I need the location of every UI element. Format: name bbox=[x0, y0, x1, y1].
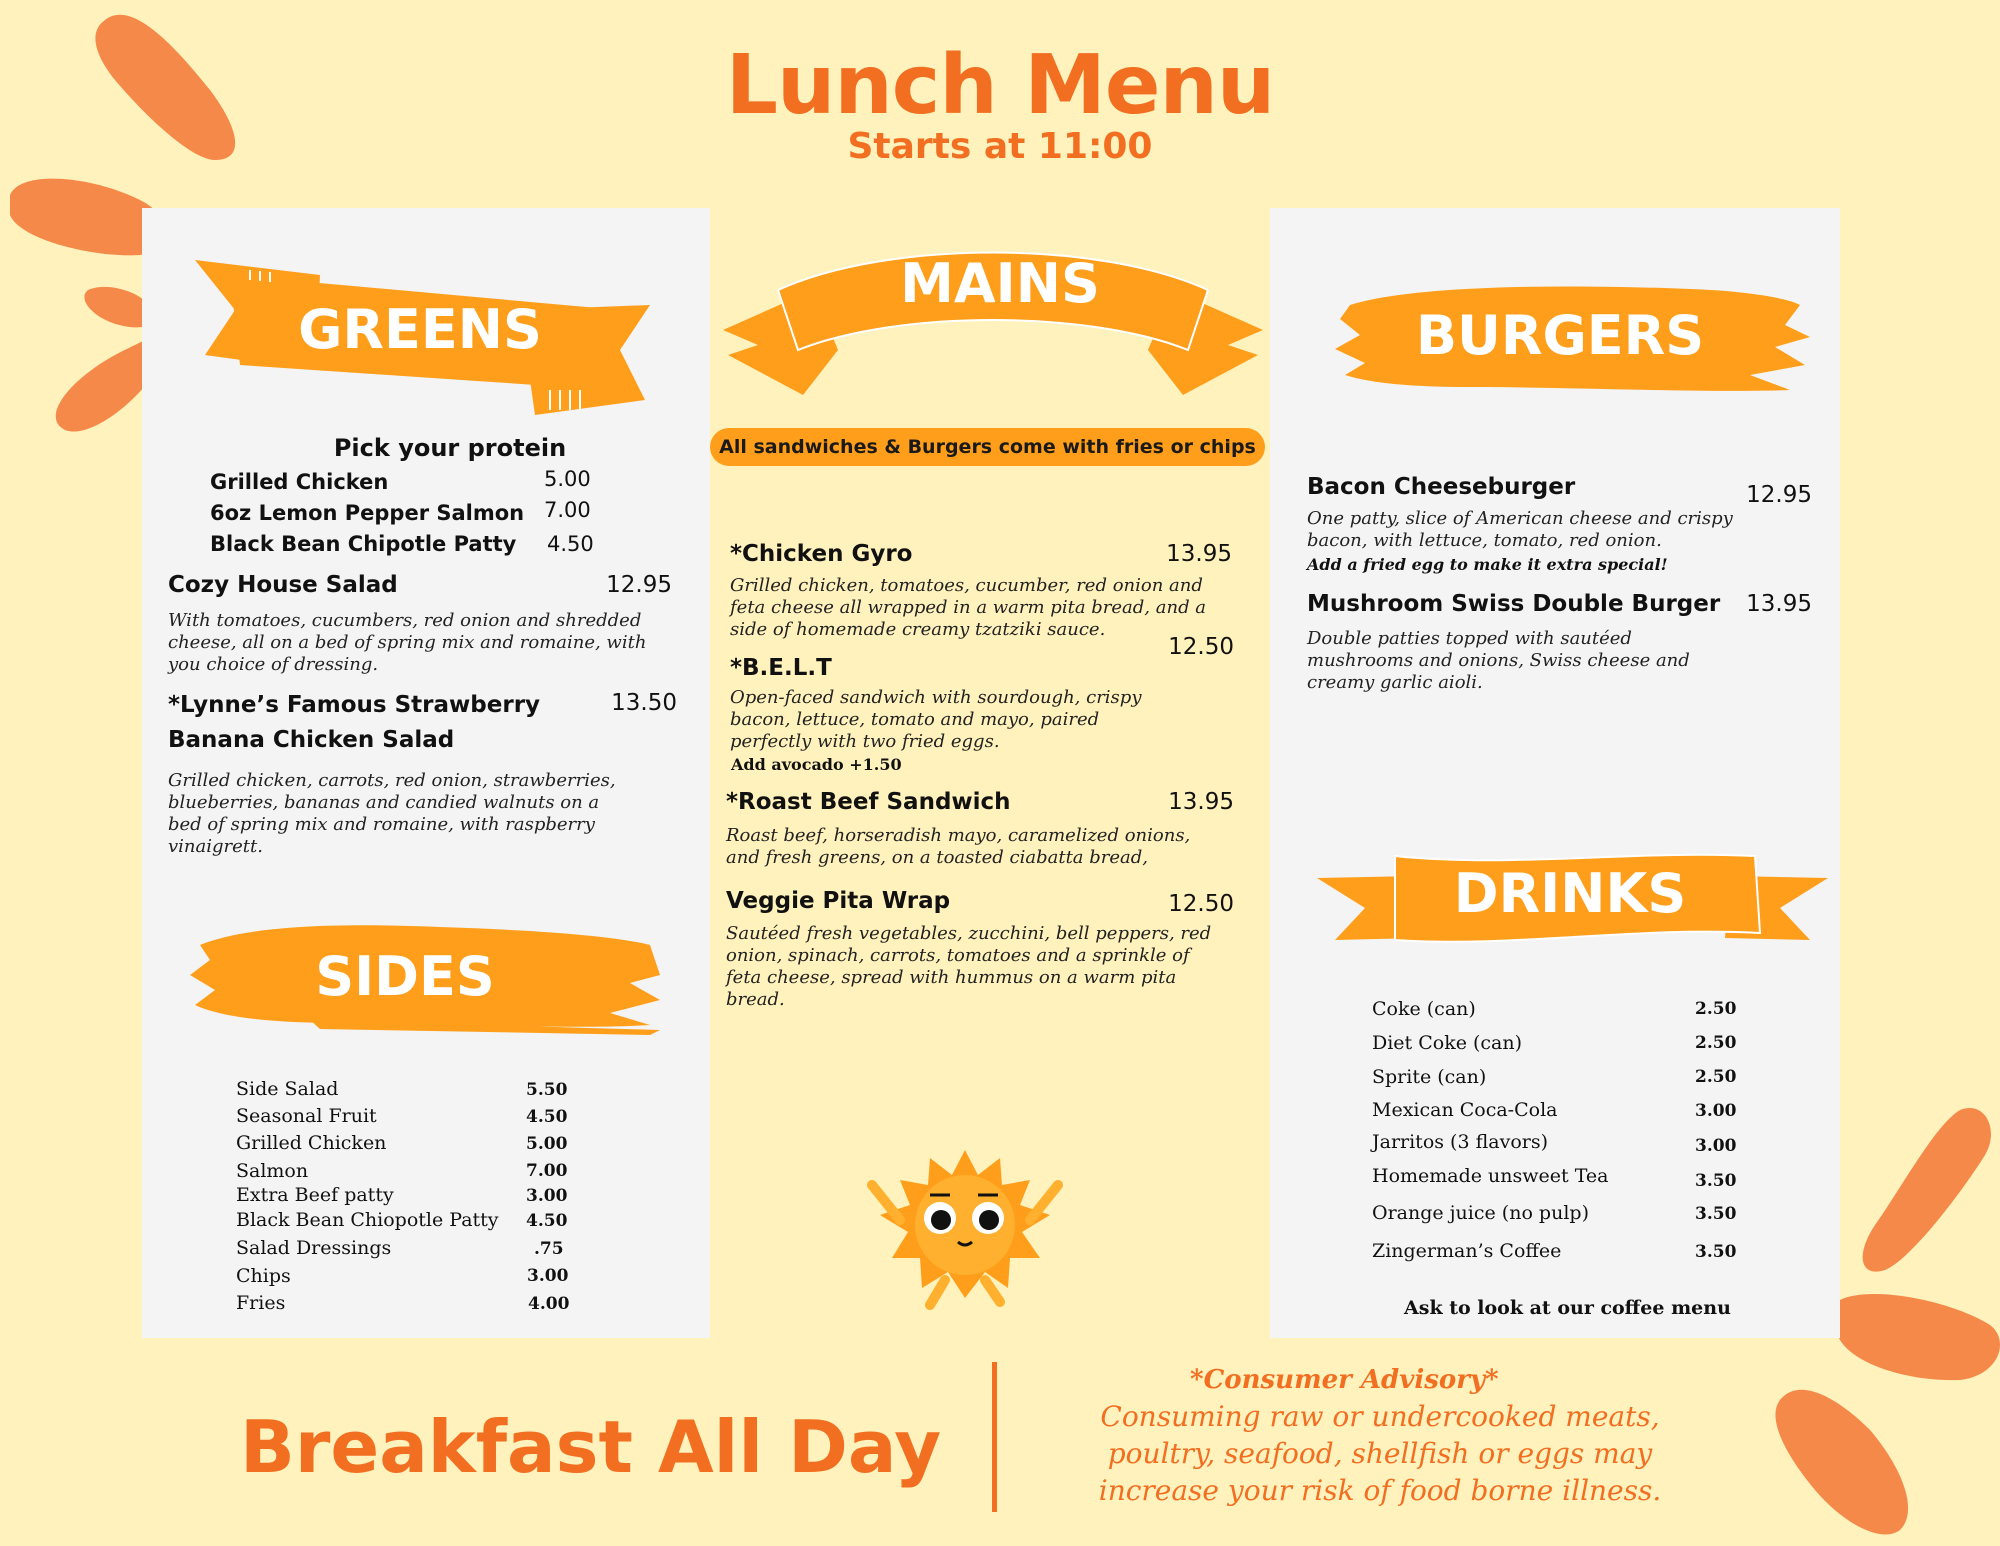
menu-item-name: *Lynne’s Famous Strawberry bbox=[168, 692, 541, 718]
list-item: Sprite (can) bbox=[1372, 1066, 1487, 1088]
menu-item-description: Roast beef, horseradish mayo, caramelized onions, and fresh greens, on a toasted ciabatta bread, bbox=[726, 825, 1191, 868]
list-item: Mexican Coca-Cola bbox=[1372, 1099, 1558, 1121]
menu-item-price: 13.95 bbox=[1168, 789, 1234, 815]
mains-note: All sandwiches & Burgers come with fries or chips bbox=[719, 436, 1256, 458]
list-item-price: 4.50 bbox=[526, 1107, 568, 1127]
list-item: Seasonal Fruit bbox=[236, 1105, 377, 1127]
menu-item-addon: Add a fried egg to make it extra special! bbox=[1307, 555, 1668, 574]
coffee-menu-note: Ask to look at our coffee menu bbox=[1404, 1297, 1731, 1319]
page-title: Lunch Menu bbox=[725, 38, 1275, 133]
list-item: Orange juice (no pulp) bbox=[1372, 1202, 1589, 1224]
list-item: Salad Dressings bbox=[236, 1237, 392, 1259]
page-subtitle: Starts at 11:00 bbox=[847, 126, 1153, 167]
menu-item-description: Double patties topped with sautéed mushrooms and onions, Swiss cheese and creamy garlic aioli. bbox=[1307, 628, 1690, 693]
list-item: Coke (can) bbox=[1372, 998, 1476, 1020]
drinks-heading: DRINKS bbox=[1453, 862, 1687, 925]
menu-item-name: Veggie Pita Wrap bbox=[726, 888, 951, 914]
menu-item-price: 12.50 bbox=[1168, 891, 1234, 917]
consumer-advisory-title: *Consumer Advisory* bbox=[1190, 1365, 1499, 1395]
menu-item-description: With tomatoes, cucumbers, red onion and shredded cheese, all on a bed of spring mix and romaine, with you choice of dressing. bbox=[168, 610, 647, 675]
consumer-advisory-text: Consuming raw or undercooked meats, poultry, seafood, shellfish or eggs may increase your risk of food borne illness. bbox=[1098, 1400, 1662, 1507]
menu-item-name: *Chicken Gyro bbox=[730, 541, 913, 567]
menu-item-name: Cozy House Salad bbox=[168, 572, 398, 598]
list-item-price: 2.50 bbox=[1695, 999, 1737, 1019]
menu-item-price: 13.95 bbox=[1166, 541, 1232, 567]
list-item: Black Bean Chiopotle Patty bbox=[236, 1209, 499, 1231]
sun-mascot-icon bbox=[860, 1140, 1070, 1310]
list-item-price: 4.50 bbox=[526, 1211, 568, 1231]
list-item: Salmon bbox=[236, 1160, 309, 1182]
list-item-price: 7.00 bbox=[526, 1161, 568, 1181]
menu-item-price: 12.95 bbox=[1746, 482, 1812, 508]
menu-item-description: One patty, slice of American cheese and crispy bacon, with lettuce, tomato, red onion. bbox=[1307, 508, 1733, 551]
menu-item-name: *B.E.L.T bbox=[730, 655, 832, 681]
list-item: Zingerman’s Coffee bbox=[1372, 1240, 1562, 1262]
protein-name: Black Bean Chipotle Patty bbox=[210, 532, 517, 556]
menu-item-description: Open-faced sandwich with sourdough, crispy bacon, lettuce, tomato and mayo, paired perfectly with two fried eggs. bbox=[730, 687, 1142, 752]
list-item-price: 2.50 bbox=[1695, 1067, 1737, 1087]
list-item-price: 3.00 bbox=[527, 1266, 569, 1286]
menu-item-addon: Add avocado +1.50 bbox=[731, 755, 902, 774]
list-item-price: 3.50 bbox=[1695, 1242, 1737, 1262]
breakfast-all-day: Breakfast All Day bbox=[240, 1405, 942, 1489]
menu-item-price: 13.50 bbox=[611, 690, 677, 716]
list-item: Side Salad bbox=[236, 1078, 339, 1100]
list-item-price: 4.00 bbox=[528, 1294, 570, 1314]
list-item: Fries bbox=[236, 1292, 286, 1314]
list-item-price: 3.00 bbox=[1695, 1136, 1737, 1156]
list-item-price: .75 bbox=[534, 1239, 564, 1259]
protein-name: Grilled Chicken bbox=[210, 470, 389, 494]
menu-item-description: Grilled chicken, carrots, red onion, strawberries, blueberries, bananas and candied walnuts on a bed of spring mix and romaine, with raspberry vinaigrett. bbox=[168, 770, 616, 857]
list-item-price: 5.50 bbox=[526, 1080, 568, 1100]
protein-price: 4.50 bbox=[547, 532, 594, 556]
mains-note-badge bbox=[710, 428, 1265, 466]
list-item-price: 3.00 bbox=[1695, 1101, 1737, 1121]
list-item: Chips bbox=[236, 1265, 291, 1287]
menu-item-price: 12.95 bbox=[606, 572, 672, 598]
protein-price: 7.00 bbox=[544, 498, 591, 522]
list-item: Extra Beef patty bbox=[236, 1184, 394, 1206]
footer-divider bbox=[992, 1362, 997, 1512]
greens-heading: GREENS bbox=[298, 298, 542, 361]
sides-heading: SIDES bbox=[315, 945, 495, 1008]
protein-heading: Pick your protein bbox=[333, 434, 567, 462]
menu-item-description: Grilled chicken, tomatoes, cucumber, red onion and feta cheese all wrapped in a warm pita bread, and a side of homemade creamy tzatziki sauce. bbox=[730, 575, 1207, 640]
menu-item-name: Mushroom Swiss Double Burger bbox=[1307, 591, 1721, 617]
menu-item-description: Sautéed fresh vegetables, zucchini, bell peppers, red onion, spinach, carrots, tomatoes and a sprinkle of feta cheese, spread with hummus on a warm pita bread. bbox=[726, 923, 1212, 1010]
list-item-price: 3.00 bbox=[526, 1186, 568, 1206]
list-item: Diet Coke (can) bbox=[1372, 1032, 1523, 1054]
burgers-heading: BURGERS bbox=[1415, 304, 1705, 367]
list-item: Jarritos (3 flavors) bbox=[1372, 1131, 1549, 1153]
menu-item-price: 12.50 bbox=[1168, 634, 1234, 660]
list-item-price: 5.00 bbox=[526, 1134, 568, 1154]
protein-name: 6oz Lemon Pepper Salmon bbox=[210, 501, 525, 525]
menu-item-name: Banana Chicken Salad bbox=[168, 727, 455, 753]
list-item-price: 3.50 bbox=[1695, 1204, 1737, 1224]
menu-item-name: *Roast Beef Sandwich bbox=[726, 789, 1011, 815]
list-item-price: 3.50 bbox=[1695, 1171, 1737, 1191]
menu-item-name: Bacon Cheeseburger bbox=[1307, 474, 1576, 500]
list-item: Grilled Chicken bbox=[236, 1132, 387, 1154]
mains-heading: MAINS bbox=[900, 252, 1100, 315]
protein-price: 5.00 bbox=[544, 467, 591, 491]
menu-item-price: 13.95 bbox=[1746, 591, 1812, 617]
list-item: Homemade unsweet Tea bbox=[1372, 1165, 1609, 1187]
list-item-price: 2.50 bbox=[1695, 1033, 1737, 1053]
